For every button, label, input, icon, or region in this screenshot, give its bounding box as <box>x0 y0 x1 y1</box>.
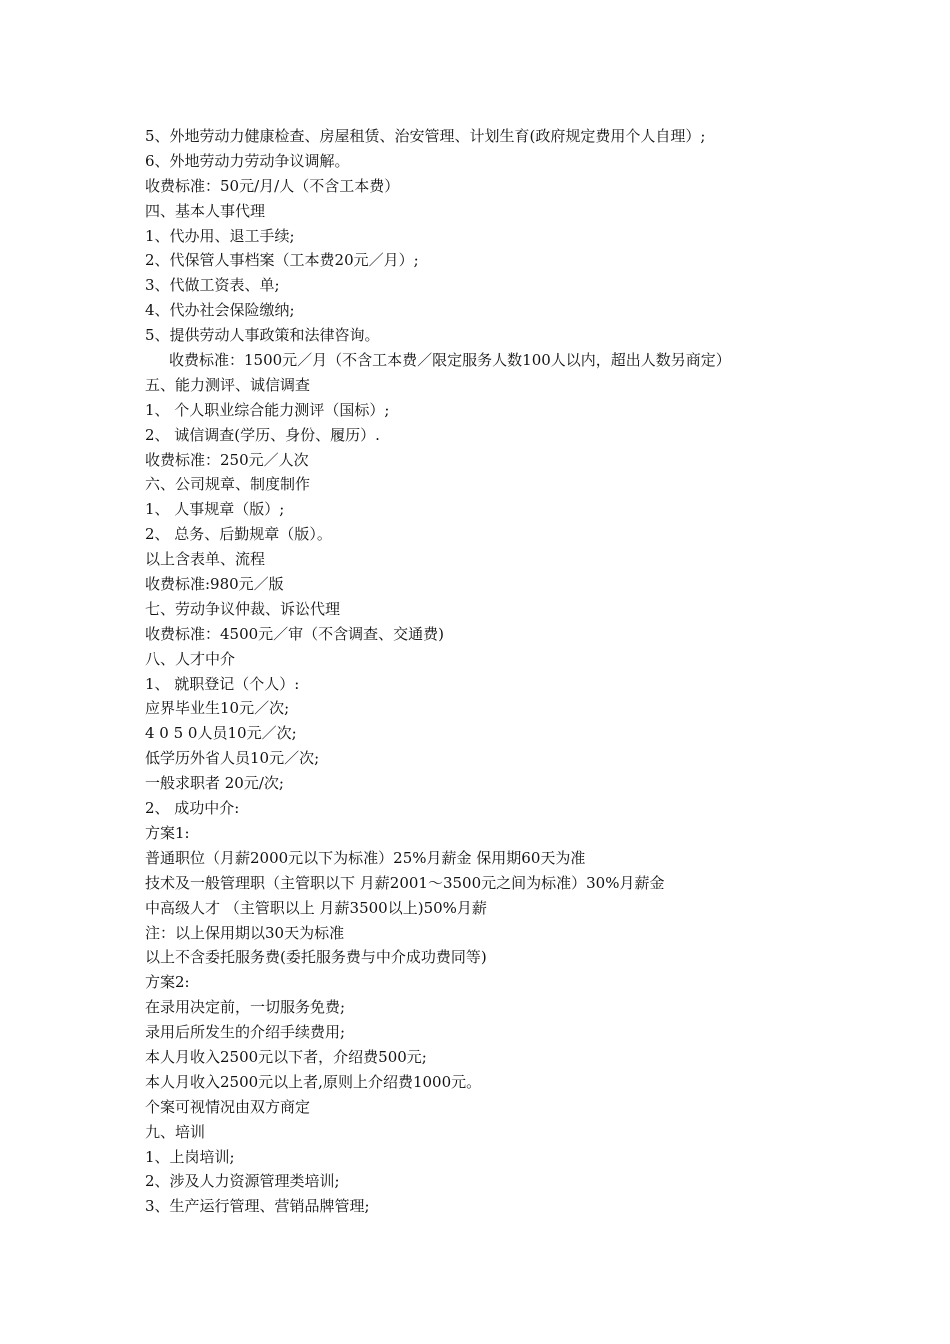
text-line: 1、代办用、退工手续; <box>145 226 295 245</box>
section-heading: 九、培训 <box>145 1122 206 1141</box>
text-line: 2、涉及人力资源管理类培训; <box>145 1172 340 1191</box>
text-line: 应界毕业生10元／次; <box>145 699 290 718</box>
plan-heading: 方案2: <box>145 973 190 992</box>
text-line: 2、 诚信调查(学历、身份、履历）. <box>145 425 380 444</box>
text-line: 4、代办社会保险缴纳; <box>145 301 295 320</box>
text-line: 技术及一般管理职（主管职以下 月薪2001～3500元之间为标准）30%月薪金 <box>145 873 665 892</box>
fee-line: 收费标准：50元/月/人（不含工本费） <box>145 176 400 195</box>
section-heading: 四、基本人事代理 <box>145 201 266 220</box>
text-line: 5、提供劳动人事政策和法律咨询。 <box>145 326 380 345</box>
text-line: 低学历外省人员10元／次; <box>145 749 320 768</box>
document-body <box>145 124 825 1219</box>
text-line: 5、外地劳动力健康检查、房屋租赁、治安管理、计划生育(政府规定费用个人自理）; <box>145 127 706 145</box>
text-line: 以上含表单、流程 <box>145 550 266 569</box>
text-line: 中高级人才 （主管职以上 月薪3500以上)50%月薪 <box>145 898 487 917</box>
text-line: 3、代做工资表、单; <box>145 276 280 295</box>
text-line: 一般求职者 20元/次; <box>145 774 284 793</box>
note-line: 注：以上保用期以30天为标准 <box>145 923 345 942</box>
text-line: 以上不含委托服务费(委托服务费与中介成功费同等) <box>145 948 487 967</box>
text-line: 个案可视情况由双方商定 <box>145 1097 311 1116</box>
text-line: 6、外地劳动力劳动争议调解。 <box>145 151 350 170</box>
text-line: 本人月收入2500元以上者,原则上介绍费1000元。 <box>145 1072 482 1091</box>
plan-heading: 方案1: <box>145 823 190 842</box>
section-heading: 七、劳动争议仲裁、诉讼代理 <box>145 599 341 618</box>
section-heading: 八、人才中介 <box>145 649 236 668</box>
section-heading: 六、公司规章、制度制作 <box>145 475 311 494</box>
text-line: 1、 人事规章（版）; <box>145 500 285 519</box>
text-line: 1、上岗培训; <box>145 1147 235 1166</box>
text-line: 2、 总务、后勤规章（版）。 <box>145 525 332 544</box>
fee-line: 收费标准：250元／人次 <box>145 450 309 469</box>
fee-line: 收费标准:980元／版 <box>145 575 284 594</box>
text-line: 1、 个人职业综合能力测评（国标）; <box>145 400 390 419</box>
section-heading: 五、能力测评、诚信调查 <box>145 375 311 394</box>
text-line: 在录用决定前，一切服务免费; <box>145 998 346 1017</box>
text-line: 1、 就职登记（个人）: <box>145 674 300 693</box>
text-line: 4 0 5 0人员10元／次; <box>145 724 297 743</box>
text-line: 录用后所发生的介绍手续费用; <box>145 1023 346 1042</box>
text-line: 本人月收入2500元以下者，介绍费500元; <box>145 1047 427 1066</box>
text-line: 2、代保管人事档案（工本费20元／月）; <box>145 251 419 270</box>
text-line: 普通职位（月薪2000元以下为标准）25%月薪金 保用期60天为准 <box>145 848 586 867</box>
fee-line: 收费标准：4500元／审（不含调查、交通费) <box>145 624 445 643</box>
fee-line: 收费标准：1500元／月（不含工本费／限定服务人数100人以内，超出人数另商定） <box>169 351 731 370</box>
text-line: 3、生产运行管理、营销品牌管理; <box>145 1197 370 1216</box>
text-line: 2、 成功中介: <box>145 799 240 818</box>
